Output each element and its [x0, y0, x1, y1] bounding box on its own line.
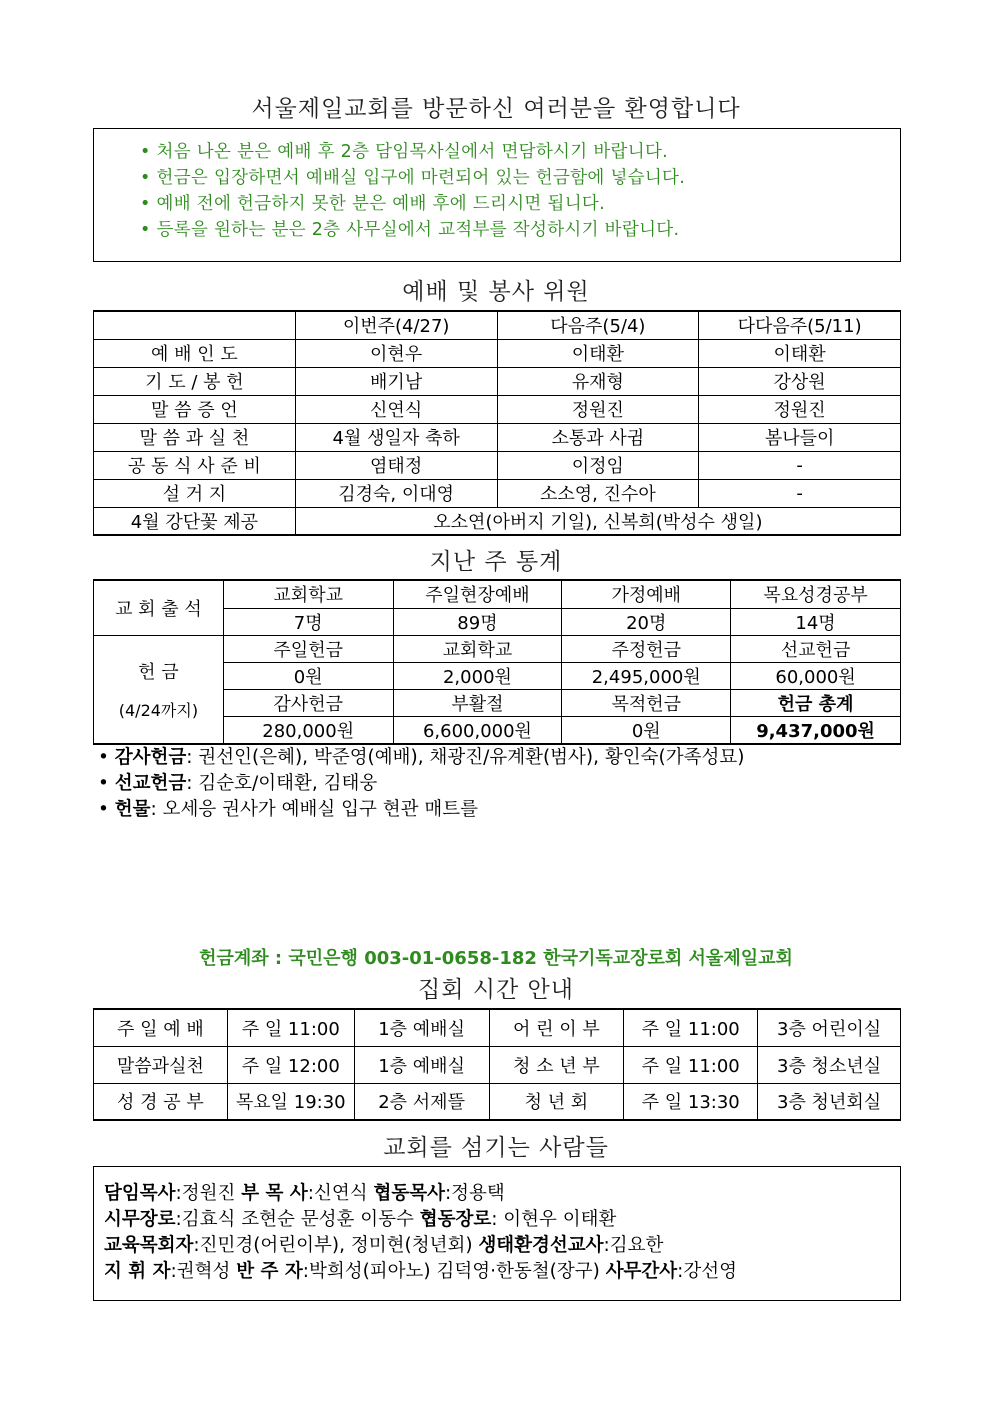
attendance-label: 교 회 출 석 [94, 580, 224, 635]
duty-cell: 4월 생일자 축하 [295, 423, 497, 451]
duty-role: 말 씀 증 언 [94, 395, 296, 423]
attendance-value: 89명 [393, 608, 562, 635]
welcome-title: 서울제일교회를 방문하신 여러분을 환영합니다 [251, 96, 741, 122]
staff-role: 부 목 사 [241, 1183, 308, 1204]
duty-cell: - [699, 451, 901, 479]
duty-cell: 이태환 [497, 339, 699, 367]
schedule-cell: 주 일 11:00 [227, 1009, 354, 1046]
welcome-item: • 헌금은 입장하면서 예배실 입구에 마련되어 있는 헌금함에 넣습니다. [140, 168, 686, 188]
note-text: : 오세응 권사가 예배실 입구 현관 매트를 [150, 799, 479, 820]
duty-table [93, 310, 901, 536]
staff-names: :진민경(어린이부), 정미현(청년회) [193, 1235, 479, 1256]
duty-cell: 강상원 [699, 367, 901, 395]
duty-cell: 배기남 [295, 367, 497, 395]
staff-names: :박희성(피아노) 김덕영·한동철(장구) [302, 1261, 606, 1282]
note-text: : 권선인(은혜), 박준영(예배), 채광진/유계환(범사), 황인숙(가족성묘) [186, 747, 745, 768]
schedule-cell: 성 경 공 부 [94, 1083, 228, 1120]
staff-role: 반 주 자 [236, 1261, 303, 1282]
duty-role: 공 동 식 사 준 비 [94, 451, 296, 479]
note-label: 헌물 [114, 799, 151, 820]
duty-cell: 이태환 [699, 339, 901, 367]
offering-label-cell [94, 635, 224, 744]
note-label: 선교헌금 [114, 773, 187, 794]
duty-cell: 김경숙, 이대영 [295, 479, 497, 507]
duty-role: 설 거 지 [94, 479, 296, 507]
staff-role: 담임목사 [104, 1183, 176, 1204]
duty-cell: 정원진 [699, 395, 901, 423]
duty-cell: 신연식 [295, 395, 497, 423]
flower-label: 4월 강단꽃 제공 [94, 507, 296, 535]
schedule-cell: 목요일 19:30 [227, 1083, 354, 1120]
duty-header: 다음주(5/4) [497, 311, 699, 339]
schedule-cell: 3층 청년회실 [758, 1083, 901, 1120]
offering-total-value: 9,437,000원 [731, 716, 901, 744]
flower-value: 오소연(아버지 기일), 신복희(박성수 생일) [295, 507, 900, 535]
offering-label: 헌 금 [138, 661, 179, 683]
schedule-cell: 주 일 11:00 [624, 1046, 758, 1083]
schedule-title: 집회 시간 안내 [418, 977, 574, 1003]
staff-names: :김요한 [603, 1235, 664, 1256]
schedule-cell: 주 일 13:30 [624, 1083, 758, 1120]
duty-title: 예배 및 봉사 위원 [402, 279, 590, 305]
attendance-value: 20명 [562, 608, 731, 635]
schedule-cell: 3층 어린이실 [758, 1009, 901, 1046]
staff-names: :강선영 [677, 1261, 738, 1282]
duty-cell: 유재형 [497, 367, 699, 395]
offering-header: 주일헌금 [223, 635, 393, 662]
staff-names: :김효식 조현순 문성훈 이동수 [175, 1209, 420, 1230]
staff-role: 교육목회자 [104, 1235, 194, 1256]
staff-line [104, 1207, 890, 1233]
offering-header: 선교헌금 [731, 635, 901, 662]
schedule-cell: 주 일 11:00 [624, 1009, 758, 1046]
schedule-cell: 주 일 예 배 [94, 1009, 228, 1046]
note-item: • 헌물: 오세응 권사가 예배실 입구 현관 매트를 [98, 799, 479, 820]
duty-role: 기 도 / 봉 헌 [94, 367, 296, 395]
schedule-cell: 청 소 년 부 [489, 1046, 624, 1083]
attendance-header: 주일현장예배 [393, 580, 562, 608]
offering-value: 60,000원 [731, 662, 901, 689]
staff-role: 사무간사 [605, 1261, 678, 1282]
staff-names: :정용택 [444, 1183, 505, 1204]
schedule-cell: 청 년 회 [489, 1083, 624, 1120]
offering-total-label: 헌금 총계 [731, 689, 901, 716]
staff-names: : 이현우 이태환 [491, 1209, 617, 1230]
note-text: : 김순호/이태환, 김태웅 [186, 773, 378, 794]
offering-value: 2,495,000원 [562, 662, 731, 689]
schedule-cell: 말씀과실천 [94, 1046, 228, 1083]
staff-line [104, 1181, 890, 1207]
staff-role: 협동목사 [373, 1183, 445, 1204]
note-item: • 선교헌금: 김순호/이태환, 김태웅 [98, 773, 378, 794]
offering-header: 주정헌금 [562, 635, 731, 662]
duty-header [94, 311, 296, 339]
schedule-cell: 1층 예배실 [354, 1009, 489, 1046]
schedule-cell: 3층 청소년실 [758, 1046, 901, 1083]
welcome-item: • 예배 전에 헌금하지 못한 분은 예배 후에 드리시면 됩니다. [140, 194, 605, 214]
staff-names: :신연식 [307, 1183, 374, 1204]
offering-value: 6,600,000원 [393, 716, 562, 744]
duty-header: 이번주(4/27) [295, 311, 497, 339]
offering-header: 교회학교 [393, 635, 562, 662]
offering-header: 목적헌금 [562, 689, 731, 716]
duty-cell: 소통과 사귐 [497, 423, 699, 451]
duty-cell: 이현우 [295, 339, 497, 367]
welcome-item: • 처음 나온 분은 예배 후 2층 담임목사실에서 면담하시기 바랍니다. [140, 142, 669, 162]
offering-account: 헌금계좌 : 국민은행 003-01-0658-182 한국기독교장로회 서울제일교회 [199, 948, 793, 969]
offering-header: 부활절 [393, 689, 562, 716]
offering-value: 2,000원 [393, 662, 562, 689]
duty-cell: - [699, 479, 901, 507]
schedule-table [93, 1008, 901, 1121]
staff-box [93, 1166, 901, 1301]
note-label: 감사헌금 [114, 747, 187, 768]
duty-cell: 소소영, 진수아 [497, 479, 699, 507]
staff-role: 생태환경선교사 [478, 1235, 604, 1256]
offering-value: 0원 [223, 662, 393, 689]
offering-value: 280,000원 [223, 716, 393, 744]
duty-cell: 염태정 [295, 451, 497, 479]
offering-notes [98, 745, 744, 823]
welcome-box [93, 128, 901, 262]
attendance-header: 가정예배 [562, 580, 731, 608]
staff-names: :권혁성 [170, 1261, 237, 1282]
duty-cell: 이정임 [497, 451, 699, 479]
duty-cell: 정원진 [497, 395, 699, 423]
schedule-cell: 1층 예배실 [354, 1046, 489, 1083]
attendance-header: 목요성경공부 [731, 580, 901, 608]
staff-title: 교회를 섬기는 사람들 [383, 1135, 609, 1161]
staff-role: 시무장로 [104, 1209, 176, 1230]
welcome-item: • 등록을 원하는 분은 2층 사무실에서 교적부를 작성하시기 바랍니다. [140, 220, 680, 240]
duty-cell: 봄나들이 [699, 423, 901, 451]
staff-names: :정원진 [175, 1183, 242, 1204]
offering-header: 감사헌금 [223, 689, 393, 716]
stats-title: 지난 주 통계 [429, 549, 563, 575]
schedule-cell: 2층 서제뜰 [354, 1083, 489, 1120]
staff-role: 협동장로 [419, 1209, 492, 1230]
duty-header: 다다음주(5/11) [699, 311, 901, 339]
schedule-cell: 어 린 이 부 [489, 1009, 624, 1046]
staff-line [104, 1259, 890, 1285]
schedule-cell: 주 일 12:00 [227, 1046, 354, 1083]
staff-line [104, 1233, 890, 1259]
duty-role: 말 씀 과 실 천 [94, 423, 296, 451]
duty-role: 예 배 인 도 [94, 339, 296, 367]
attendance-header: 교회학교 [223, 580, 393, 608]
stats-table [93, 579, 901, 745]
attendance-value: 7명 [223, 608, 393, 635]
offering-value: 0원 [562, 716, 731, 744]
attendance-value: 14명 [731, 608, 901, 635]
staff-role: 지 휘 자 [104, 1261, 171, 1282]
offering-period: (4/24까지) [118, 700, 199, 720]
note-item: • 감사헌금: 권선인(은혜), 박준영(예배), 채광진/유계환(범사), 황인숙(가족성묘) [98, 747, 745, 768]
